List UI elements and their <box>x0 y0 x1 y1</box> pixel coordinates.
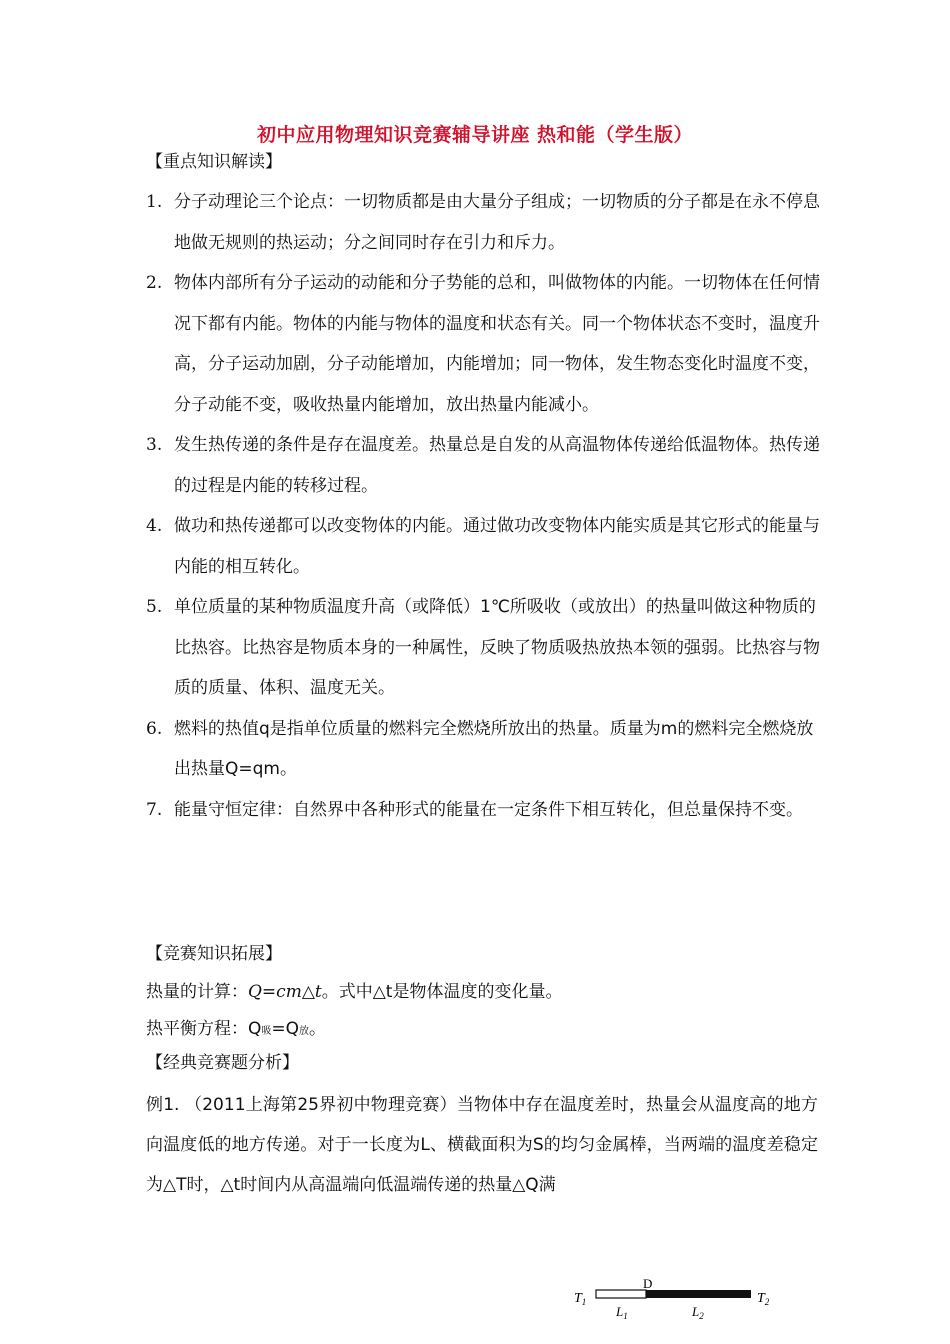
item-number: 2. <box>146 273 163 293</box>
balance-sub-absorb: 吸 <box>261 1026 272 1037</box>
list-item <box>146 506 826 587</box>
figure-t1-label: $T_1$ <box>574 1291 587 1307</box>
figure-l1-label: $L_1$ <box>616 1304 628 1321</box>
item-text: 能量守恒定律：自然界中各种形式的能量在一定条件下相互转化，但总量保持不变。 <box>174 799 803 820</box>
item-number: 5. <box>146 597 163 617</box>
heat-calculation-line <box>146 977 562 1002</box>
metal-rod-figure <box>568 1270 788 1330</box>
document-title: 初中应用物理知识竞赛辅导讲座 热和能（学生版） <box>256 124 694 146</box>
example-1-paragraph: 例1. （2011上海第25界初中物理竞赛）当物体中存在温度差时，热量会从温度高的地方向温度低的地方传递。对于一长度为L、横截面积为S的均匀金属棒，当两端的温度差稳定为△T时，△t时间内从高温端向低温端传递的热量△Q满 <box>146 1095 818 1195</box>
item-text: 燃料的热值q是指单位质量的燃料完全燃烧所放出的热量。质量为m的燃料完全燃烧放出热量Q=qm。 <box>174 718 814 779</box>
item-text: 发生热传递的条件是存在温度差。热量总是自发的从高温物体传递给低温物体。热传递的过程是内能的转移过程。 <box>174 435 820 496</box>
item-number: 7. <box>146 799 163 820</box>
list-item <box>146 790 826 831</box>
figure-t2-label: $T_2$ <box>757 1291 770 1307</box>
balance-sub-release: 放 <box>299 1026 310 1037</box>
balance-end: 。 <box>309 1019 327 1039</box>
list-item <box>146 425 826 506</box>
item-text: 分子动理论三个论点：一切物质都是由大量分子组成；一切物质的分子都是在永不停息地做无规则的热运动；分之间同时存在引力和斥力。 <box>174 192 820 253</box>
item-text: 做功和热传递都可以改变物体的内能。通过做功改变物体内能实质是其它形式的能量与内能的相互转化。 <box>174 516 820 577</box>
item-text: 物体内部所有分子运动的动能和分子势能的总和，叫做物体的内能。一切物体在任何情况下都有内能。物体的内能与物体的温度和状态有关。同一个物体状态不变时，温度升高，分子运动加剧，分子动能增加，内能增加；同一物体，发生物态变化时温度不变，分子动能不变，吸收热量内能增加，放出热量内能减小。 <box>174 273 820 415</box>
heat-balance-line <box>146 1014 326 1039</box>
figure-l2-label: $L_2$ <box>692 1304 704 1321</box>
heat-calc-formula: Q=cm△t <box>248 982 322 1002</box>
heat-calc-suffix: 。式中△t是物体温度的变化量。 <box>321 982 563 1002</box>
metal-rod-diagram <box>568 1270 788 1330</box>
balance-prefix: 热平衡方程：Q <box>146 1019 262 1039</box>
list-item <box>146 263 826 425</box>
figure-d-label: D <box>643 1276 653 1291</box>
rod-light-segment <box>596 1290 646 1298</box>
section-heading-key-knowledge: 【重点知识解读】 <box>146 152 282 172</box>
balance-mid: =Q <box>271 1019 300 1039</box>
item-number: 3. <box>146 435 163 455</box>
item-text: 单位质量的某种物质温度升高（或降低）1℃所吸收（或放出）的热量叫做这种物质的比热容。比热容是物质本身的一种属性，反映了物质吸热放热本领的强弱。比热容与物质的质量、体积、温度无关。 <box>174 597 820 698</box>
list-item <box>146 587 826 709</box>
rod-dark-segment <box>646 1290 751 1298</box>
heat-calc-prefix: 热量的计算： <box>146 982 248 1002</box>
section-heading-extension: 【竞赛知识拓展】 <box>146 944 282 964</box>
item-number: 4. <box>146 516 163 536</box>
item-number: 6. <box>146 718 163 739</box>
list-item <box>146 709 826 790</box>
section-heading-examples: 【经典竞赛题分析】 <box>146 1053 299 1073</box>
item-number: 1. <box>146 192 163 212</box>
list-item <box>146 182 826 263</box>
key-points-list <box>146 182 826 830</box>
